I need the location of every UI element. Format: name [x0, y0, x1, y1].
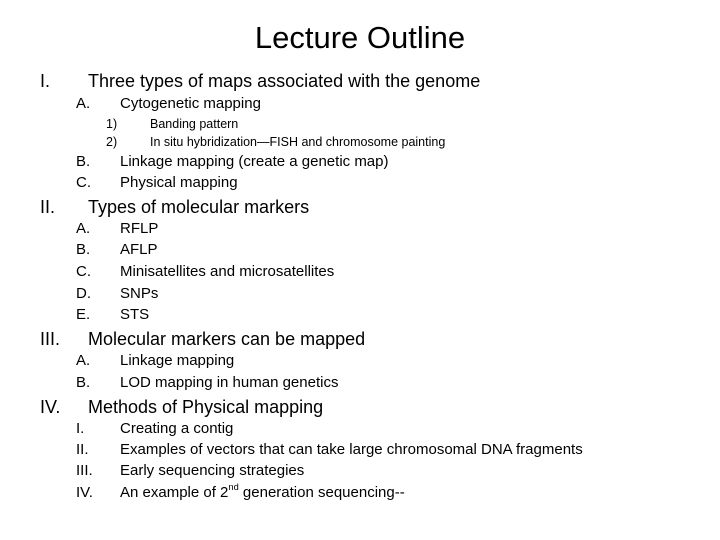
section-marker: II.: [40, 197, 56, 217]
subitem-marker: 1): [106, 117, 118, 131]
item-marker: B.: [76, 153, 91, 170]
item-marker: A.: [76, 352, 91, 369]
section-heading: Three types of maps associated with the genome: [88, 71, 481, 91]
section-heading: Types of molecular markers: [88, 197, 310, 217]
item-marker: E.: [76, 306, 91, 323]
item-text: Linkage mapping: [120, 352, 235, 369]
item-marker: C.: [76, 174, 91, 191]
subitem-text: Banding pattern: [150, 117, 239, 131]
item-marker: A.: [76, 220, 91, 237]
item-marker: IV.: [76, 484, 93, 501]
item-text: Physical mapping: [120, 174, 238, 191]
item-marker: B.: [76, 374, 91, 391]
section-marker: I.: [40, 71, 51, 91]
item-text: LOD mapping in human genetics: [120, 374, 339, 391]
item-text: STS: [120, 306, 150, 323]
item-text: Linkage mapping (create a genetic map): [120, 153, 389, 170]
section-marker: III.: [40, 329, 61, 349]
superscript-suffix: nd: [228, 482, 239, 493]
section-marker: IV.: [40, 397, 61, 417]
item-text: [120, 483, 405, 503]
section-heading: Molecular markers can be mapped: [88, 329, 366, 349]
item-text: RFLP: [120, 220, 159, 237]
item-text-part: generation sequencing--: [238, 484, 405, 501]
item-text: AFLP: [120, 241, 158, 258]
item-text: Early sequencing strategies: [120, 462, 305, 479]
item-marker: D.: [76, 285, 91, 302]
section-heading: Methods of Physical mapping: [88, 397, 324, 417]
item-text: Examples of vectors that can take large chromosomal DNA fragments: [120, 441, 583, 458]
subitem-text: In situ hybridization—FISH and chromosome painting: [150, 135, 446, 149]
item-marker: A.: [76, 95, 91, 112]
item-marker: III.: [76, 462, 93, 479]
item-text: SNPs: [120, 285, 159, 302]
slide-title: Lecture Outline: [254, 20, 466, 55]
item-marker: II.: [76, 441, 89, 458]
item-text: Creating a contig: [120, 420, 234, 437]
item-text: Minisatellites and microsatellites: [120, 263, 335, 280]
subitem-marker: 2): [106, 135, 118, 149]
item-text: Cytogenetic mapping: [120, 95, 261, 112]
item-marker: B.: [76, 241, 91, 258]
item-text-part: An example of 2: [120, 484, 229, 501]
item-marker: I.: [76, 420, 85, 437]
item-marker: C.: [76, 263, 91, 280]
